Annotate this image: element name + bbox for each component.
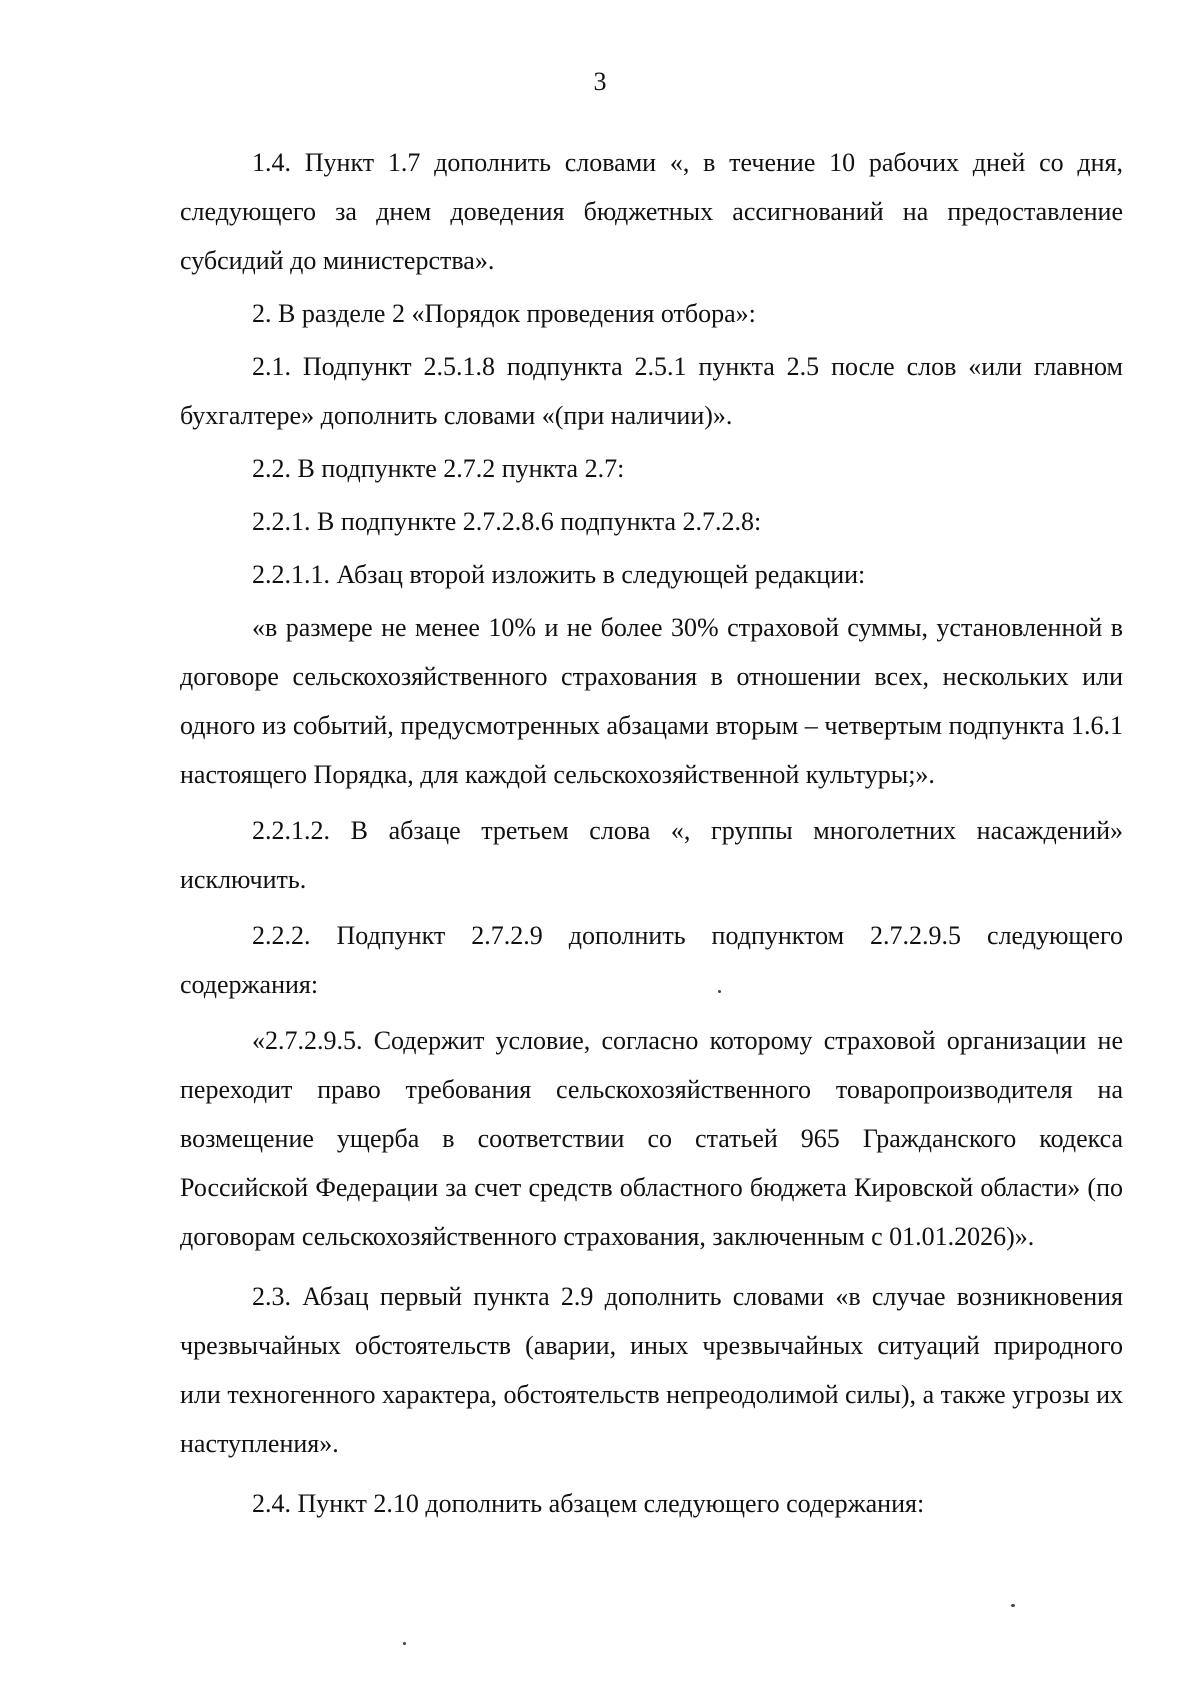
paragraph-2-2-1-1: 2.2.1.1. Абзац второй изложить в следующей редакции: xyxy=(252,560,866,589)
paragraph-1-4: 1.4. Пункт 1.7 дополнить словами «, в течение 10 рабочих дней со дня, следующего за днем доведения бюджетных ассигнований на предоставление субсидий до министерства». xyxy=(180,148,1123,275)
scan-speck xyxy=(403,1642,406,1645)
paragraph-quote-2-7-2-9-5: «2.7.2.9.5. Содержит условие, согласно которому страховой организации не переходит право требования сельскохозяйственного товаропроизводителя на возмещение ущерба в соответствии со статьей 965 Гражданского кодекса Российской Федерации за счет средств областного бюджета Кировской области» (по договорам сельскохозяйственного страхования, заключенным с 01.01.2026)». xyxy=(180,1026,1123,1251)
document-body xyxy=(180,138,1123,1535)
page-number: 3 xyxy=(593,67,607,96)
paragraph-2-1: 2.1. Подпункт 2.5.1.8 подпункта 2.5.1 пункта 2.5 после слов «или главном бухгалтере» дополнить словами «(при наличии)». xyxy=(180,352,1123,430)
paragraph-2-2-1: 2.2.1. В подпункте 2.7.2.8.6 подпункта 2.7.2.8: xyxy=(252,507,762,536)
paragraph-2-2: 2.2. В подпункте 2.7.2 пункта 2.7: xyxy=(252,454,625,483)
paragraph-quote-insurance-sum: «в размере не менее 10% и не более 30% страховой суммы, установленной в договоре сельскохозяйственного страхования в отношении всех, нескольких или одного из событий, предусмотренных абзацами вторым – четвертым подпункта 1.6.1 настоящего Порядка, для каждой сельскохозяйственной культуры;». xyxy=(180,613,1123,789)
paragraph-2: 2. В разделе 2 «Порядок проведения отбора»: xyxy=(252,299,756,328)
paragraph-2-4: 2.4. Пункт 2.10 дополнить абзацем следующего содержания: xyxy=(252,1489,925,1518)
paragraph-2-2-2: 2.2.2. Подпункт 2.7.2.9 дополнить подпунктом 2.7.2.9.5 следующего содержания: xyxy=(180,921,1123,999)
paragraph-2-2-1-2: 2.2.1.2. В абзаце третьем слова «, группы многолетних насаждений» исключить. xyxy=(180,816,1123,894)
scan-speck xyxy=(1011,1604,1015,1607)
paragraph-2-3: 2.3. Абзац первый пункта 2.9 дополнить словами «в случае возникновения чрезвычайных обстоятельств (аварии, иных чрезвычайных ситуаций природного или техногенного характера, обстоятельств непреодолимой силы), а также угрозы их наступления». xyxy=(180,1282,1123,1458)
scan-speck xyxy=(718,990,721,993)
